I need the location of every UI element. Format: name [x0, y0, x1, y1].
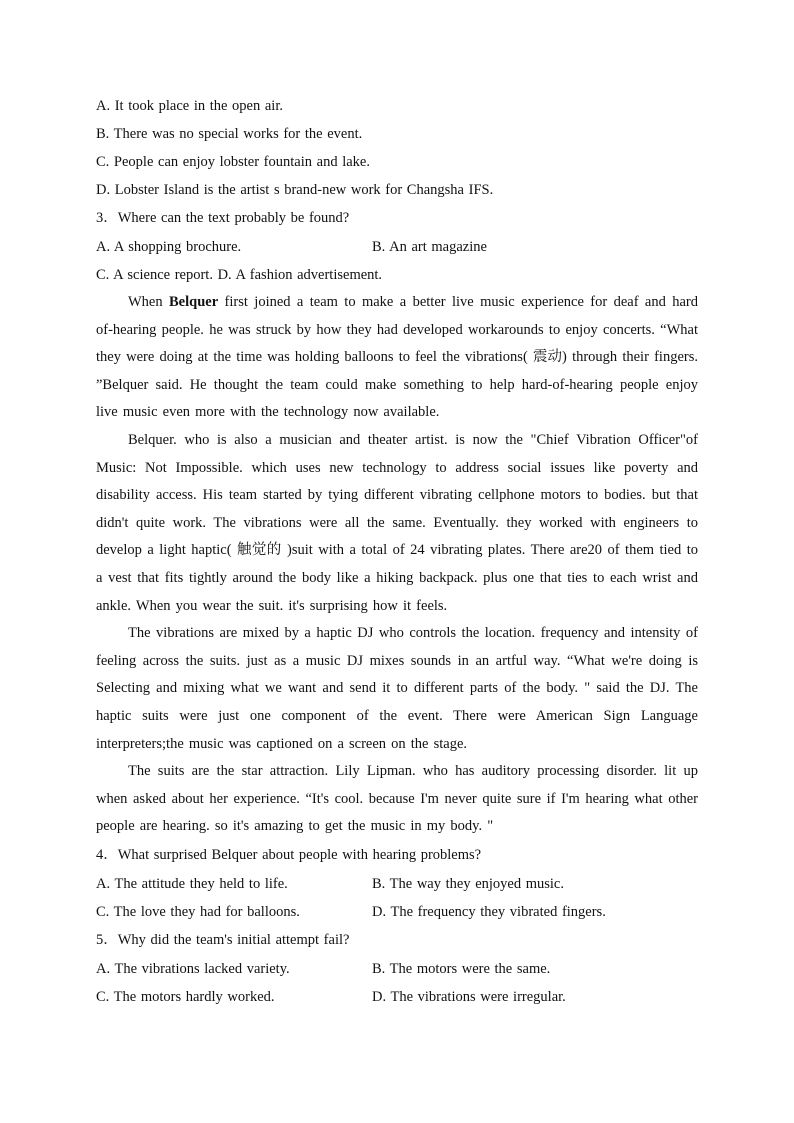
passage-paragraph-3: The vibrations are mixed by a haptic DJ who controls the location. frequency and intensity of feeling across the suits. just as a music DJ mixes sounds in an artful way. “What we're doing is Selecting and mixing what we want and send it to different parts of the body. " said the DJ. The haptic suits were just one component of the event. There were American Sign Language interpreters;the music was captioned on a screen on the stage. [96, 625, 698, 752]
q4-options-row-2 [96, 898, 698, 926]
q3-option-a: A. A shopping brochure. [96, 239, 242, 255]
q5-option-c: C. The motors hardly worked. [96, 988, 275, 1005]
passage-paragraph-2: Belquer. who is also a musician and theater artist. is now the "Chief Vibration Officer"of Music: Not Impossible. which uses new technology to address social issues like poverty and disability access. His team started by tying different vibrating cellphone motors to bodies. but that didn't quite work. The vibrations were all the same. Eventually. they worked with engineers to develop a light haptic( 触觉的 )suit with a total of 24 vibrating plates. There are20 of them tied to a vest that fits tightly around the body like a hiking backpack. plus one that ties to each wrist and ankle. When you wear the suit. it's surprising how it feels. [96, 431, 698, 614]
q4-options-row-1 [96, 870, 698, 898]
p1-lead: When [128, 294, 170, 310]
q2-option-d: D. Lobster Island is the artist s brand-new work for Changsha IFS. [96, 182, 494, 198]
p1-rest: first joined a team to make a better live music experience for deaf and hard of-hearing people. he was struck by how they had developed workarounds to enjoy concerts. “What they were doing at the time was holding balloons to feel the vibrations( 震动) through their fingers. ”Belquer said. He thought the team could make something to help hard-of-hearing people enjoy live music even more with the technology now available. [96, 294, 699, 421]
q3-option-b: B. An art magazine [372, 239, 487, 255]
q2-option-a: A. It took place in the open air. [96, 98, 283, 114]
passage-paragraph-4: The suits are the star attraction. Lily Lipman. who has auditory processing disorder. lit up when asked about her experience. “It's cool. because I'm never quite sure if I'm hearing what other people are hearing. so it's amazing to get the music in my body. " [96, 763, 698, 835]
q4-option-d: D. The frequency they vibrated fingers. [372, 903, 606, 920]
p1-name: Belquer [169, 294, 219, 310]
q3-options-row-1 [96, 233, 698, 261]
q5-options-row-1 [96, 955, 698, 983]
q5-options-row-2 [96, 983, 698, 1011]
q5-option-b: B. The motors were the same. [372, 960, 551, 977]
q4-stem: 4．What surprised Belquer about people with hearing problems? [96, 846, 482, 863]
q4-option-c: C. The love they had for balloons. [96, 903, 300, 920]
q2-option-b: B. There was no special works for the event. [96, 126, 363, 142]
document-page [96, 92, 698, 1011]
q4-option-b: B. The way they enjoyed music. [372, 875, 564, 892]
q3-options-cd: C. A science report. D. A fashion advertisement. [96, 267, 383, 283]
passage-paragraph-1 [96, 289, 698, 427]
q5-option-d: D. The vibrations were irregular. [372, 988, 566, 1005]
q5-stem: 5．Why did the team's initial attempt fail? [96, 931, 350, 948]
q3-stem: 3．Where can the text probably be found? [96, 210, 350, 226]
q2-option-c: C. People can enjoy lobster fountain and lake. [96, 154, 370, 170]
q4-option-a: A. The attitude they held to life. [96, 875, 288, 892]
q5-option-a: A. The vibrations lacked variety. [96, 960, 290, 977]
